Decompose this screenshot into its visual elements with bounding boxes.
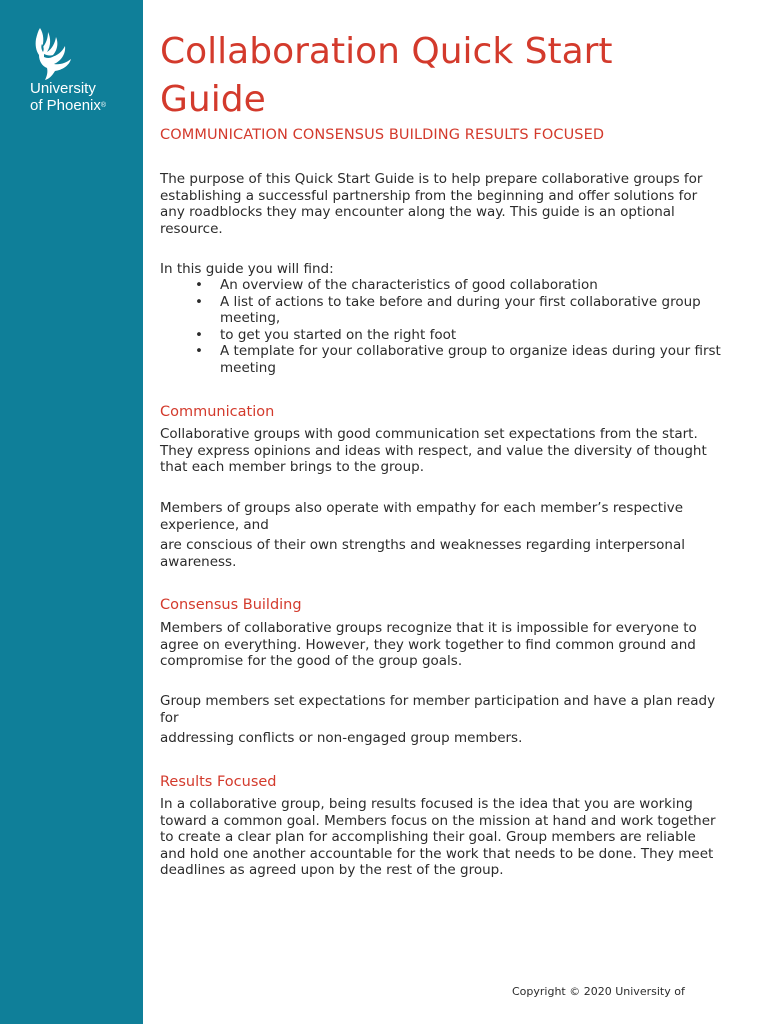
university-logo <box>30 24 130 114</box>
list-item: • A template for your collaborative group to organize ideas during your first meeting <box>160 343 725 376</box>
page-subtitle: COMMUNICATION CONSENSUS BUILDING RESULTS FOCUSED <box>160 127 605 143</box>
heading-communication: Communication <box>160 404 275 420</box>
heading-consensus-building: Consensus Building <box>160 597 302 613</box>
logo-line-1: University <box>30 80 96 97</box>
find-intro: In this guide you will find: <box>160 261 334 277</box>
communication-paragraph-1: Collaborative groups with good communication set expectations from the start. They express opinions and ideas with respect, and value the diversity of thought that each member brings to the group. <box>160 426 707 476</box>
list-item: • A list of actions to take before and during your first collaborative group meeting, <box>160 294 725 327</box>
logo-line-2: of Phoenix® <box>30 97 107 114</box>
sidebar <box>0 0 143 1024</box>
consensus-paragraph-2b: addressing conflicts or non-engaged group members. <box>160 730 523 746</box>
page-title: Collaboration Quick Start Guide <box>160 31 613 120</box>
contents-list <box>160 277 725 377</box>
results-paragraph-1: In a collaborative group, being results focused is the idea that you are working toward a common goal. Members focus on the mission at hand and work together to create a clear plan for accomplishing their goal. Group members are reliable and hold one another accountable for the work that needs to be done. They meet deadlines as agreed upon by the rest of the group. <box>160 796 716 879</box>
consensus-paragraph-1: Members of collaborative groups recognize that it is impossible for everyone to agree on everything. However, they work together to find common ground and compromise for the good of the group goals. <box>160 620 697 670</box>
communication-paragraph-2a: Members of groups also operate with empathy for each member’s respective experience, and <box>160 500 684 533</box>
consensus-paragraph-2a: Group members set expectations for member participation and have a plan ready for <box>160 693 716 726</box>
phoenix-bird-icon <box>30 24 76 80</box>
intro-paragraph: The purpose of this Quick Start Guide is to help prepare collaborative groups for establishing a successful partnership from the beginning and offer solutions for any roadblocks they may encounter along the way. This guide is an optional resource. <box>160 171 703 237</box>
logo-wordmark <box>30 80 130 114</box>
registered-mark: ® <box>100 102 107 109</box>
communication-paragraph-2b: are conscious of their own strengths and weaknesses regarding interpersonal awareness. <box>160 537 685 570</box>
heading-results-focused: Results Focused <box>160 774 277 790</box>
copyright-notice: Copyright © 2020 University of <box>512 985 685 998</box>
list-item: • An overview of the characteristics of good collaboration <box>160 277 725 294</box>
list-item: • to get you started on the right foot <box>160 327 725 344</box>
